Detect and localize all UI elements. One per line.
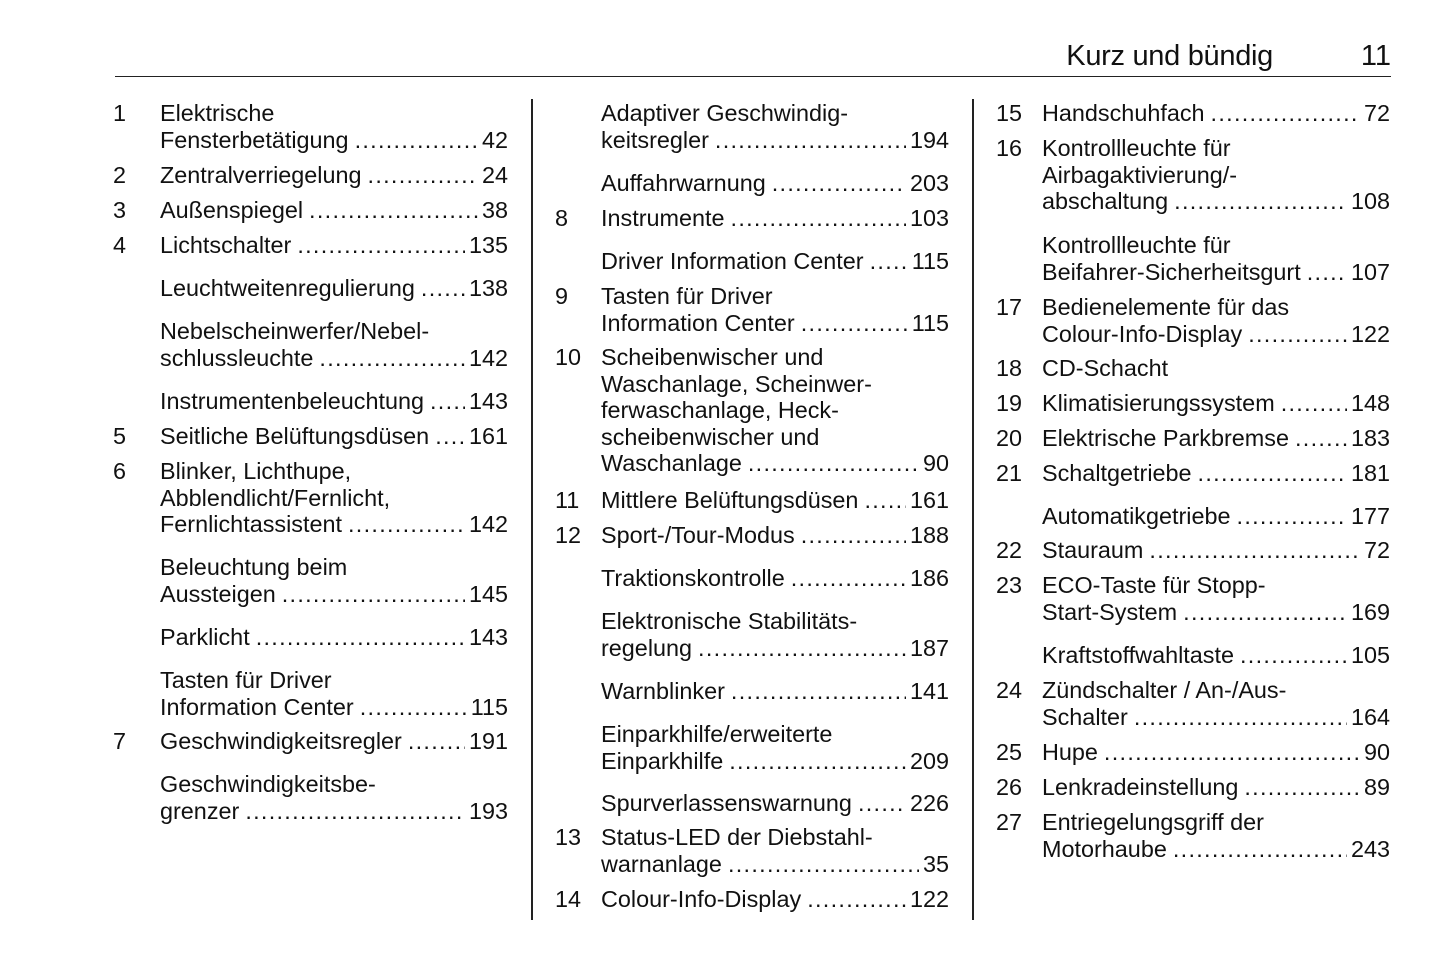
column-divider [972, 99, 974, 920]
leader-dots [1198, 460, 1347, 487]
entry-leader-line [601, 127, 949, 154]
leader-dots [729, 748, 906, 775]
entry-label: Handschuhfach [1042, 100, 1205, 126]
entry-leader-line [601, 748, 949, 775]
entry-line: Beleuchtung beim [160, 554, 348, 580]
entry-leader-line [160, 388, 508, 415]
entry-text [160, 667, 508, 720]
page-reference[interactable]: 169 [1350, 598, 1390, 625]
leader-dots [772, 170, 906, 197]
entry-text [601, 344, 949, 477]
entry-text [160, 388, 508, 415]
page-reference[interactable]: 115 [911, 309, 949, 336]
entry-line: Adaptiver Geschwindig- [601, 100, 849, 126]
leader-dots [297, 232, 465, 259]
entry-leader-line [1042, 739, 1390, 766]
leader-dots [408, 728, 465, 755]
leader-dots [731, 678, 906, 705]
entry-label: Spurverlassenswarnung [601, 790, 852, 816]
leader-dots [698, 635, 906, 662]
entry-line: Bedienelemente für das [1042, 294, 1290, 320]
column-divider [531, 99, 533, 920]
page-reference[interactable]: 108 [1350, 188, 1390, 214]
leader-dots [256, 624, 465, 651]
entry-leader-line [601, 310, 949, 337]
entry-line: Waschanlage, Scheinwer- [601, 370, 872, 397]
entry-line: scheibenwischer und [601, 423, 820, 450]
entry-line: Geschwindigkeitsbe- [160, 771, 376, 797]
entry-leader-line [1042, 599, 1390, 626]
leader-dots [1134, 704, 1347, 731]
entry-label: Parklicht [160, 624, 250, 650]
entry-number: 3 [113, 197, 127, 223]
entry-number: 13 [555, 824, 582, 850]
entry-text [1042, 390, 1390, 417]
entry-text [1042, 232, 1390, 285]
entry-label: Fensterbetätigung [160, 126, 349, 153]
entry-text [160, 197, 508, 224]
entry-leader-line [1042, 503, 1390, 530]
entry-label: Information Center [601, 309, 795, 336]
entry-line: Elektronische Stabilitäts- [601, 608, 858, 634]
entry-leader-line [160, 728, 508, 755]
entry-leader-line [601, 450, 949, 477]
page-reference[interactable]: 181 [1350, 460, 1390, 486]
leader-dots [1237, 503, 1347, 530]
entry-line: Kontrollleuchte für [1042, 135, 1231, 161]
entry-leader-line [601, 886, 949, 913]
entry-text [1042, 537, 1390, 564]
leader-dots [430, 388, 465, 415]
entry-line: Zündschalter / An-/Aus- [1042, 677, 1287, 703]
entry-leader-line [160, 798, 508, 825]
entry-label: schlussleuchte [160, 344, 314, 371]
entry-leader-line [1042, 390, 1390, 417]
page-number: 11 [1360, 40, 1391, 72]
entry-text [1042, 572, 1390, 625]
entry-line: Abblendlicht/Fernlicht, [160, 484, 391, 511]
entry-leader-line [160, 624, 508, 651]
entry-leader-line [160, 275, 508, 302]
entry-text [601, 565, 949, 592]
leader-dots [1307, 259, 1347, 286]
page-reference[interactable]: 105 [1350, 642, 1390, 668]
entry-leader-line [1042, 836, 1390, 863]
entry-label: Information Center [160, 693, 354, 720]
entry-label: regelung [601, 634, 693, 661]
entry-text [1042, 294, 1390, 347]
entry-label: Schaltgetriebe [1042, 460, 1192, 486]
entry-leader-line [601, 522, 949, 549]
leader-dots [801, 522, 906, 549]
entry-text [160, 100, 508, 153]
entry-number: 23 [996, 572, 1023, 598]
page-reference[interactable]: 183 [1350, 425, 1390, 451]
entry-number: 7 [113, 728, 127, 754]
leader-dots [1149, 537, 1360, 564]
entry-label: Klimatisierungssystem [1042, 390, 1275, 416]
entry-leader-line [1042, 460, 1390, 487]
entry-label: Mittlere Belüftungsdüsen [601, 487, 859, 513]
entry-number: 19 [996, 390, 1023, 416]
page-reference[interactable]: 103 [909, 205, 949, 231]
entry-leader-line [160, 127, 508, 154]
entry-label: Leuchtweitenregulierung [160, 275, 415, 301]
entry-number: 5 [113, 423, 127, 449]
entry-label: keitsregler [601, 126, 709, 153]
leader-dots [748, 450, 919, 477]
entry-number: 8 [555, 205, 569, 231]
page-reference[interactable]: 138 [468, 275, 508, 301]
entry-number: 1 [113, 100, 127, 126]
entry-label: Warnblinker [601, 678, 725, 704]
entry-line: Elektrische [160, 100, 275, 126]
entry-number: 6 [113, 458, 127, 484]
entry-line: Status-LED der Diebstahl- [601, 824, 873, 850]
page-reference[interactable]: 203 [909, 170, 949, 196]
entry-leader-line [1042, 321, 1390, 348]
entry-leader-line [601, 790, 949, 817]
page-reference[interactable]: 141 [909, 678, 949, 704]
entry-label: Lenkradeinstellung [1042, 774, 1239, 800]
entry-leader-line [160, 511, 508, 538]
leader-dots [870, 248, 908, 275]
entry-label: Fernlichtassistent [160, 511, 342, 537]
entry-leader-line [160, 232, 508, 259]
entry-label: Aussteigen [160, 580, 276, 607]
entry-label: Colour-Info-Display [1042, 320, 1243, 347]
leader-dots [319, 345, 465, 372]
entry-leader-line [601, 565, 949, 592]
page-reference[interactable]: 243 [1350, 835, 1390, 862]
entry-label: Instrumentenbeleuchtung [160, 388, 424, 414]
entry-line: Kontrollleuchte für [1042, 232, 1231, 258]
page-reference[interactable]: 89 [1363, 774, 1390, 800]
leader-dots [1211, 100, 1360, 127]
entry-leader-line [1042, 774, 1390, 801]
entry-label: Colour-Info-Display [601, 886, 802, 912]
entry-number: 14 [555, 886, 582, 912]
entry-line: Tasten für Driver [601, 283, 773, 309]
entry-text [601, 283, 949, 336]
entry-text [1042, 809, 1390, 862]
page-reference[interactable]: 122 [1350, 320, 1390, 347]
entry-number: 20 [996, 425, 1023, 451]
entry-number: 17 [996, 294, 1023, 320]
entry-text [1042, 100, 1390, 127]
page-reference[interactable]: 38 [481, 197, 508, 223]
entry-label: Driver Information Center [601, 248, 864, 274]
entry-text [1042, 642, 1390, 669]
entry-label: Motorhaube [1042, 835, 1167, 862]
entry-label: CD-Schacht [1042, 355, 1169, 381]
entry-number: 11 [555, 487, 580, 513]
entry-number: 26 [996, 774, 1023, 800]
entry-label: Außenspiegel [160, 197, 304, 223]
page-reference[interactable]: 226 [909, 790, 949, 816]
entry-label: Einparkhilfe [601, 747, 724, 774]
page-header [115, 38, 1391, 77]
entry-number: 2 [113, 162, 127, 188]
entry-number: 10 [555, 344, 582, 370]
entry-number: 4 [113, 232, 127, 258]
entry-label: Kraftstoffwahltaste [1042, 642, 1234, 668]
entry-line: Blinker, Lichthupe, [160, 458, 352, 484]
leader-dots [421, 275, 465, 302]
entry-label: grenzer [160, 797, 240, 824]
entry-text [1042, 503, 1390, 530]
entry-text [1042, 739, 1390, 766]
page-reference[interactable]: 194 [909, 126, 949, 153]
leader-dots [309, 197, 478, 224]
entry-line: Scheibenwischer und [601, 344, 824, 370]
leader-dots [807, 886, 906, 913]
entry-text [160, 771, 508, 824]
entry-label: Automatikgetriebe [1042, 503, 1231, 529]
entry-text [160, 728, 508, 755]
entry-text [601, 790, 949, 817]
entry-text [601, 721, 949, 774]
entry-text [1042, 677, 1390, 730]
leader-dots [1244, 774, 1360, 801]
entry-label: Beifahrer-Sicherheitsgurt [1042, 258, 1301, 285]
entry-label: Instrumente [601, 205, 725, 231]
entry-text [601, 100, 949, 153]
entry-line: Einparkhilfe/erweiterte [601, 721, 833, 747]
entry-leader-line [601, 248, 949, 275]
entry-leader-line [601, 678, 949, 705]
leader-dots [1281, 390, 1347, 417]
entry-line: Tasten für Driver [160, 667, 332, 693]
page-reference[interactable]: 191 [468, 728, 508, 754]
entry-line: Entriegelungsgriff der [1042, 809, 1264, 835]
entry-number: 21 [996, 460, 1023, 486]
entry-text [601, 170, 949, 197]
page-reference[interactable]: 90 [1363, 739, 1390, 765]
leader-dots [731, 205, 906, 232]
leader-dots [715, 127, 906, 154]
entry-leader-line [160, 694, 508, 721]
entry-text [601, 824, 949, 877]
entry-line: Airbagaktivierung/- [1042, 161, 1238, 188]
leader-dots [1295, 425, 1347, 452]
entry-label: Elektrische Parkbremse [1042, 425, 1289, 451]
leader-dots [360, 694, 467, 721]
entry-leader-line [601, 635, 949, 662]
leader-dots [1174, 188, 1347, 215]
leader-dots [801, 310, 908, 337]
leader-dots [355, 127, 478, 154]
entry-number: 27 [996, 809, 1023, 835]
entry-text [160, 423, 508, 450]
entry-label: Zentralverriegelung [160, 162, 362, 188]
page-reference[interactable]: 72 [1363, 537, 1390, 563]
leader-dots [858, 790, 906, 817]
leader-dots [282, 581, 465, 608]
page-reference[interactable]: 90 [922, 450, 949, 476]
entry-text [601, 522, 949, 549]
entry-leader-line [160, 581, 508, 608]
entry-leader-line [1042, 259, 1390, 286]
entry-leader-line [1042, 100, 1390, 127]
entry-label: Traktionskontrolle [601, 565, 785, 591]
leader-dots [1183, 599, 1347, 626]
page-reference[interactable]: 164 [1350, 703, 1390, 730]
entry-leader-line [160, 197, 508, 224]
entry-line: ECO-Taste für Stopp- [1042, 572, 1266, 598]
entry-text [160, 318, 508, 371]
entry-leader-line [160, 423, 508, 450]
entry-text [160, 275, 508, 302]
entry-label: abschaltung [1042, 188, 1169, 214]
page-reference[interactable]: 35 [922, 850, 949, 877]
entry-number: 9 [555, 283, 569, 309]
leader-dots [368, 162, 478, 189]
page-reference[interactable]: 107 [1350, 258, 1390, 285]
entry-leader-line [601, 851, 949, 878]
entry-text [601, 678, 949, 705]
entry-number: 15 [996, 100, 1023, 126]
entry-number: 25 [996, 739, 1023, 765]
page-reference[interactable]: 142 [468, 511, 508, 537]
entry-leader-line [160, 345, 508, 372]
page-reference[interactable]: 115 [470, 693, 508, 720]
entry-line: ferwaschanlage, Heck- [601, 397, 839, 423]
chapter-title: Kurz und bündig [1066, 40, 1273, 72]
entry-text [160, 162, 508, 189]
entry-label: Sport-/Tour-Modus [601, 522, 795, 548]
page-reference[interactable]: 209 [909, 747, 949, 774]
page-reference[interactable]: 142 [468, 344, 508, 371]
leader-dots [245, 798, 465, 825]
entry-leader-line [1042, 537, 1390, 564]
entry-leader-line [601, 170, 949, 197]
page-reference[interactable]: 177 [1350, 503, 1390, 529]
entry-text [1042, 425, 1390, 452]
entry-text [1042, 355, 1390, 382]
entry-number: 22 [996, 537, 1023, 563]
entry-number: 12 [555, 522, 582, 548]
page-reference[interactable]: 143 [468, 388, 508, 414]
entry-text [160, 458, 508, 538]
page-reference[interactable]: 161 [468, 423, 508, 449]
entry-label: Auffahrwarnung [601, 170, 766, 196]
entry-label: Seitliche Belüftungsdüsen [160, 423, 430, 449]
entry-leader-line [601, 205, 949, 232]
entry-text [601, 608, 949, 661]
leader-dots [1240, 642, 1347, 669]
leader-dots [1248, 321, 1347, 348]
entry-text [601, 886, 949, 913]
leader-dots [348, 511, 465, 538]
page-reference[interactable]: 42 [481, 126, 508, 153]
entry-leader-line [160, 162, 508, 189]
entry-text [601, 248, 949, 275]
page-reference[interactable]: 145 [468, 580, 508, 607]
page-reference[interactable]: 143 [468, 624, 508, 650]
entry-text [1042, 774, 1390, 801]
entry-leader-line [1042, 425, 1390, 452]
leader-dots [435, 423, 465, 450]
entry-text [601, 487, 949, 514]
entry-label: Stauraum [1042, 537, 1144, 563]
leader-dots [1104, 739, 1360, 766]
page-reference[interactable]: 72 [1363, 100, 1390, 126]
entry-text [601, 205, 949, 232]
leader-dots [791, 565, 906, 592]
entry-text [160, 232, 508, 259]
entry-leader-line [1042, 642, 1390, 669]
entry-number: 18 [996, 355, 1023, 381]
entry-label: Schalter [1042, 703, 1128, 730]
entry-text [1042, 460, 1390, 487]
entry-leader-line [1042, 704, 1390, 731]
page-reference[interactable]: 135 [468, 232, 508, 258]
entry-leader-line [1042, 188, 1390, 215]
entry-label: Lichtschalter [160, 232, 292, 258]
leader-dots [728, 851, 919, 878]
page-reference[interactable]: 187 [909, 634, 949, 661]
page-reference[interactable]: 115 [911, 248, 949, 274]
page-reference[interactable]: 193 [468, 797, 508, 824]
entry-text [160, 554, 508, 607]
entry-text [160, 624, 508, 651]
entry-label: Geschwindigkeitsregler [160, 728, 402, 754]
page-reference[interactable]: 188 [909, 522, 949, 548]
entry-number: 16 [996, 135, 1023, 161]
entry-label: warnanlage [601, 850, 722, 877]
entry-text [1042, 135, 1390, 215]
entry-leader-line [601, 487, 949, 514]
page-reference[interactable]: 186 [909, 565, 949, 591]
page-reference[interactable]: 122 [909, 886, 949, 912]
entry-label: Hupe [1042, 739, 1098, 765]
entry-line: Nebelscheinwerfer/Nebel- [160, 318, 430, 344]
leader-dots [864, 487, 906, 514]
page-reference[interactable]: 24 [481, 162, 508, 188]
page-reference[interactable]: 148 [1350, 390, 1390, 416]
entry-number: 24 [996, 677, 1023, 703]
entry-label: Start-System [1042, 598, 1178, 625]
entry-label: Waschanlage [601, 450, 742, 476]
leader-dots [1173, 836, 1347, 863]
page-reference[interactable]: 161 [909, 487, 949, 513]
